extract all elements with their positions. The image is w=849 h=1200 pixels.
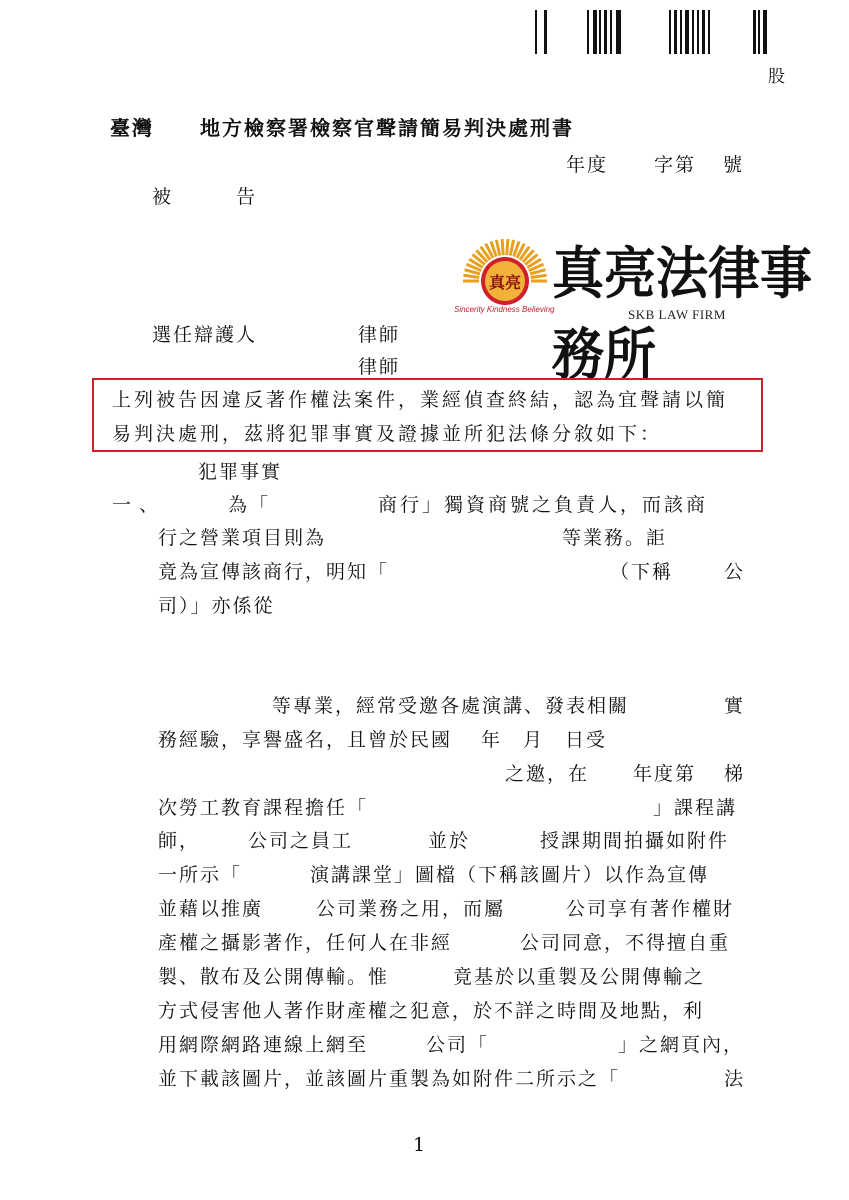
lawyer-2: 律師 — [358, 356, 401, 378]
body-l8-a: 次勞工教育課程擔任「 — [158, 797, 369, 819]
barcode — [535, 10, 770, 54]
barcode-bar — [616, 10, 621, 54]
sun-ray — [531, 275, 547, 277]
case-word: 字第 — [654, 154, 697, 176]
body-l15-a: 用網際網路連線上網至 — [158, 1034, 369, 1056]
sun-ray — [496, 240, 499, 256]
stock-code: 股 — [768, 67, 785, 87]
item-number: 一、 — [112, 494, 167, 516]
body-l1-b: 商行」獨資商號之負責人，而該商 — [378, 494, 709, 516]
body-l10-a: 一所示「 — [158, 864, 243, 886]
body-l10-b: 演講課堂」圖檔（下稱該圖片）以作為宣傳 — [310, 864, 710, 886]
body-l15-b: 公司「 — [426, 1034, 490, 1056]
body-l3-a: 竟為宣傳該商行，明知「 — [158, 561, 390, 583]
body-l5-a: 等專業，經常受邀各處演講、發表相關 — [272, 695, 630, 717]
sun-ray — [507, 239, 508, 255]
body-l15-c: 」之網頁內， — [618, 1034, 745, 1056]
sun-logo-icon — [462, 225, 548, 317]
intro-line-2: 易判決處刑，茲將犯罪事實及證據並所犯法條分敘如下： — [112, 423, 663, 445]
sun-ray — [463, 275, 479, 277]
barcode-bar — [685, 10, 689, 54]
firm-name-en: SKB LAW FIRM — [628, 307, 726, 322]
intro-line-1: 上列被告因違反著作權法案件，業經偵查終結，認為宜聲請以簡 — [112, 389, 729, 411]
section-title: 犯罪事實 — [198, 461, 283, 483]
body-l7-b: 年度第 — [633, 763, 697, 785]
body-l12-b: 公司同意，不得擅自重 — [520, 932, 731, 954]
body-l7-c: 梯 — [724, 763, 746, 785]
barcode-bar — [587, 10, 589, 54]
barcode-bar — [753, 10, 756, 54]
body-l3-c: 公 — [724, 561, 746, 583]
document-title: 地方檢察署檢察官聲請簡易判決處刑書 — [200, 116, 574, 140]
firm-name-cn: 真亮法律事務所 — [552, 240, 813, 388]
body-l7-a: 之邀，在 — [505, 763, 590, 785]
title-region: 臺灣 — [110, 116, 154, 140]
body-l11-b: 公司業務之用，而屬 — [316, 898, 506, 920]
barcode-bar — [697, 10, 699, 54]
barcode-bar — [763, 10, 767, 54]
barcode-bar — [702, 10, 705, 54]
case-year: 年度 — [566, 154, 609, 176]
barcode-bar — [674, 10, 677, 54]
body-l12-a: 產權之攝影著作，任何人在非經 — [158, 932, 453, 954]
defense-counsel-label: 選任辯護人 — [152, 324, 258, 346]
body-l2-b: 等業務。詎 — [562, 527, 668, 549]
body-l11-c: 公司享有著作權財 — [566, 898, 735, 920]
body-l4: 司）」亦係從 — [158, 595, 275, 617]
body-l6: 務經驗，享譽盛名，且曾於民國 年 月 日受 — [158, 729, 608, 751]
barcode-bar — [610, 10, 612, 54]
body-l11-a: 並藉以推廣 — [158, 898, 264, 920]
body-l16-b: 法 — [724, 1068, 746, 1090]
defendant-label: 被 告 — [152, 186, 258, 208]
body-l9-b: 公司之員工 — [248, 830, 354, 852]
body-l16-a: 並下載該圖片，並該圖片重製為如附件二所示之「 — [158, 1068, 621, 1090]
body-l2-a: 行之營業項目則為 — [158, 527, 327, 549]
body-l9-a: 師， — [158, 830, 201, 852]
body-l13-b: 竟基於以重製及公開傳輸之 — [453, 966, 706, 988]
body-l9-d: 授課期間拍攝如附件 — [540, 830, 730, 852]
body-l13-a: 製、散布及公開傳輸。惟 — [158, 966, 390, 988]
sun-ray — [502, 239, 503, 255]
body-l5-b: 實 — [724, 695, 746, 717]
barcode-bar — [593, 10, 597, 54]
barcode-bar — [669, 10, 671, 54]
logo-motto: Sincerity Kindness Believing — [454, 305, 555, 314]
barcode-bar — [692, 10, 694, 54]
body-l9-c: 並於 — [428, 830, 471, 852]
barcode-bar — [680, 10, 682, 54]
seal-text: 真亮 — [488, 273, 522, 292]
body-l3-b: （下稱 — [610, 561, 674, 583]
barcode-bar — [535, 10, 537, 54]
barcode-bar — [758, 10, 760, 54]
barcode-bar — [599, 10, 601, 54]
lawyer-1: 律師 — [358, 324, 401, 346]
body-l14: 方式侵害他人著作財產權之犯意，於不詳之時間及地點，利 — [158, 1000, 705, 1022]
barcode-bar — [544, 10, 547, 54]
body-l1-a: 為「 — [228, 494, 271, 516]
case-number-suffix: 號 — [723, 154, 745, 176]
body-l8-b: 」課程講 — [653, 797, 738, 819]
barcode-bar — [708, 10, 710, 54]
barcode-bar — [604, 10, 607, 54]
page-number: 1 — [413, 1134, 426, 1156]
sun-ray — [510, 240, 513, 256]
